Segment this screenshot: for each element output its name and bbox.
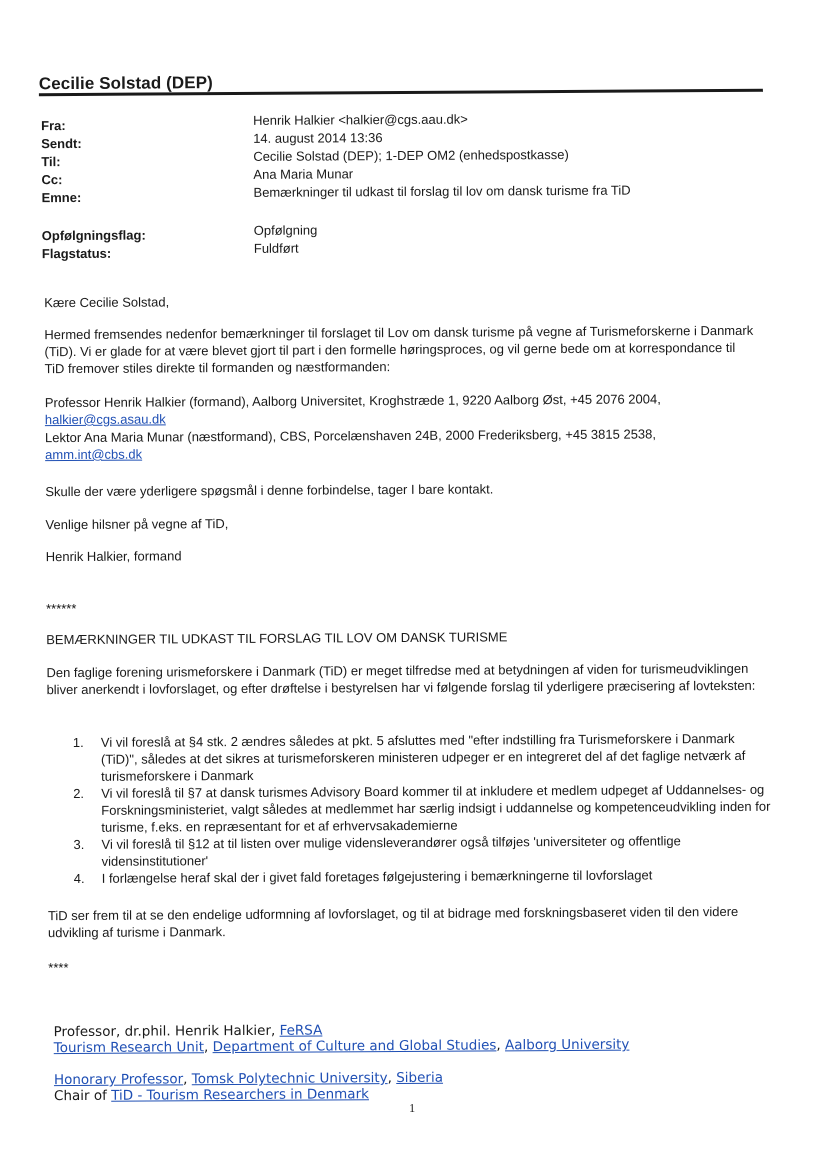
closing-line: Venlige hilsner på vegne af TiD, <box>45 516 229 533</box>
department-link[interactable]: Department of Culture and Global Studies <box>212 1037 497 1056</box>
questions-paragraph: Skulle der være yderligere spøgsmål i denne forbindelse, tager I bare kontakt. <box>45 481 494 500</box>
contact-vice-chair-email-link[interactable]: amm.int@cbs.dk <box>45 446 143 463</box>
signature-line-chair <box>54 1086 369 1105</box>
subject-value: Bemærkninger til udkast til forslag til lov om dansk turisme fra TiD <box>253 182 631 200</box>
contact-chair-email-link[interactable]: halkier@cgs.asau.dk <box>44 411 166 428</box>
contact-vice-chair <box>45 425 725 463</box>
separator-stars-short: **** <box>48 960 69 976</box>
followup-flag-label: Opfølgningsflag: <box>41 227 146 244</box>
tourism-research-unit-link[interactable]: Tourism Research Unit <box>53 1039 205 1057</box>
list-item-text: I forlængelse heraf skal der i givet fald foretages følgejustering i bemærkningerne til lovforslaget <box>101 867 653 886</box>
signature-line-honorary: Honorary Professor, Tomsk Polytechnic University, Siberia <box>53 1069 444 1089</box>
contact-vice-chair-text: Lektor Ana Maria Munar (næstformand), CBS, Porcelænshaven 24B, 2000 Frederiksberg, +45 3815 2538, <box>44 426 657 446</box>
remarks-heading: BEMÆRKNINGER TIL UDKAST TIL FORSLAG TIL LOV OM DANSK TURISME <box>46 629 508 648</box>
signature-line-affiliation: Tourism Research Unit, Department of Culture and Global Studies, Aalborg University <box>53 1036 630 1057</box>
from-value: Henrik Halkier <halkier@cgs.aau.dk> <box>253 111 468 128</box>
from-label: Fra: <box>41 118 66 134</box>
list-item-text: Vi vil foreslå til §7 at dansk turismes Advisory Board kommer til at inkludere et medlem udpeget af Uddannelses- og Forskningsministeriet, valgt således at medlemmet har særlig indsigt i uddannelse og kompetenceudvikling inden for turisme, f.eks. en repræsentant for et af erhvervsakademierne <box>101 781 771 835</box>
signature-title-text: Professor, dr.phil. Henrik Halkier, <box>53 1022 276 1041</box>
separator-stars: ****** <box>46 600 77 617</box>
list-item <box>72 730 773 784</box>
list-item-text: Vi vil foreslå til §12 at til listen over mulige vidensleverandører også tilføjes 'universiteter og offentlige vidensinstitutioner' <box>101 833 681 869</box>
page-number: 1 <box>409 1100 416 1115</box>
sent-value: 14. august 2014 13:36 <box>253 130 383 146</box>
siberia-link[interactable]: Siberia <box>396 1069 444 1087</box>
cc-value: Ana Maria Munar <box>253 166 354 182</box>
to-label: Til: <box>41 154 61 170</box>
tid-link[interactable]: TiD - Tourism Researchers in Denmark <box>111 1086 369 1104</box>
followup-flag-value: Opfølgning <box>253 222 318 238</box>
outro-paragraph: TiD ser frem til at se den endelige udformning af lovforslaget, og til at bidrage med forskningsbaseret viden til den videre udvikling af turisme i Danmark. <box>47 903 739 941</box>
aalborg-university-link[interactable]: Aalborg University <box>504 1036 630 1054</box>
intro-paragraph: Hermed fremsendes nedenfor bemærkninger til forslaget til Lov om dansk turisme på vegne af Turismeforskerne i Danmark (TiD). Vi er glade for at være blevet gjort til part i den formelle høringsproces, og vil gerne bede om at korrespondance til TiD fremover stiles direkte til formanden og næstformanden: <box>44 322 754 377</box>
flag-status-value: Fuldført <box>253 240 299 256</box>
fersa-link[interactable]: FeRSA <box>279 1022 323 1039</box>
list-item-number: 1. <box>72 734 84 751</box>
sent-label: Sendt: <box>41 135 82 152</box>
tomsk-university-link[interactable]: Tomsk Polytechnic University <box>191 1070 388 1088</box>
subject-label: Emne: <box>41 189 82 206</box>
chair-of-text: Chair of <box>53 1087 107 1105</box>
list-item-text: Vi vil foreslå at §4 stk. 2 ændres således at pkt. 5 afsluttes med "efter indstilling fra Turismeforskere i Danmark (TiD)", således at det sikres at turismeforskeren ministeren udpeger er en integreret del af det faglige netværk af turismeforskere i Danmark <box>100 730 746 784</box>
list-item-number: 2. <box>73 785 85 801</box>
cc-label: Cc: <box>41 172 63 188</box>
list-item-number: 3. <box>73 836 85 852</box>
signoff-line: Henrik Halkier, formand <box>45 548 182 565</box>
flag-status-label: Flagstatus: <box>41 245 112 262</box>
remarks-intro: Den faglige forening urismeforskere i Danmark (TiD) er meget tilfredse med at betydningen af viden for turismeudviklingen bliver anerkendt i lovforslaget, og efter drøftelse i bestyrelsen har vi følgende forslag til yderligere præcisering af lovteksten: <box>46 660 756 698</box>
contact-chair <box>45 390 685 428</box>
greeting: Kære Cecilie Solstad, <box>44 294 170 311</box>
sender-name: Cecilie Solstad (DEP) <box>38 73 213 94</box>
honorary-professor-link[interactable]: Honorary Professor <box>53 1071 184 1089</box>
list-item-number: 4. <box>73 870 85 886</box>
contact-chair-text: Professor Henrik Halkier (formand), Aalborg Universitet, Kroghstræde 1, 9220 Aalborg Øst, +45 2076 2004, <box>44 391 661 411</box>
to-value: Cecilie Solstad (DEP); 1-DEP OM2 (enhedspostkasse) <box>253 146 569 164</box>
